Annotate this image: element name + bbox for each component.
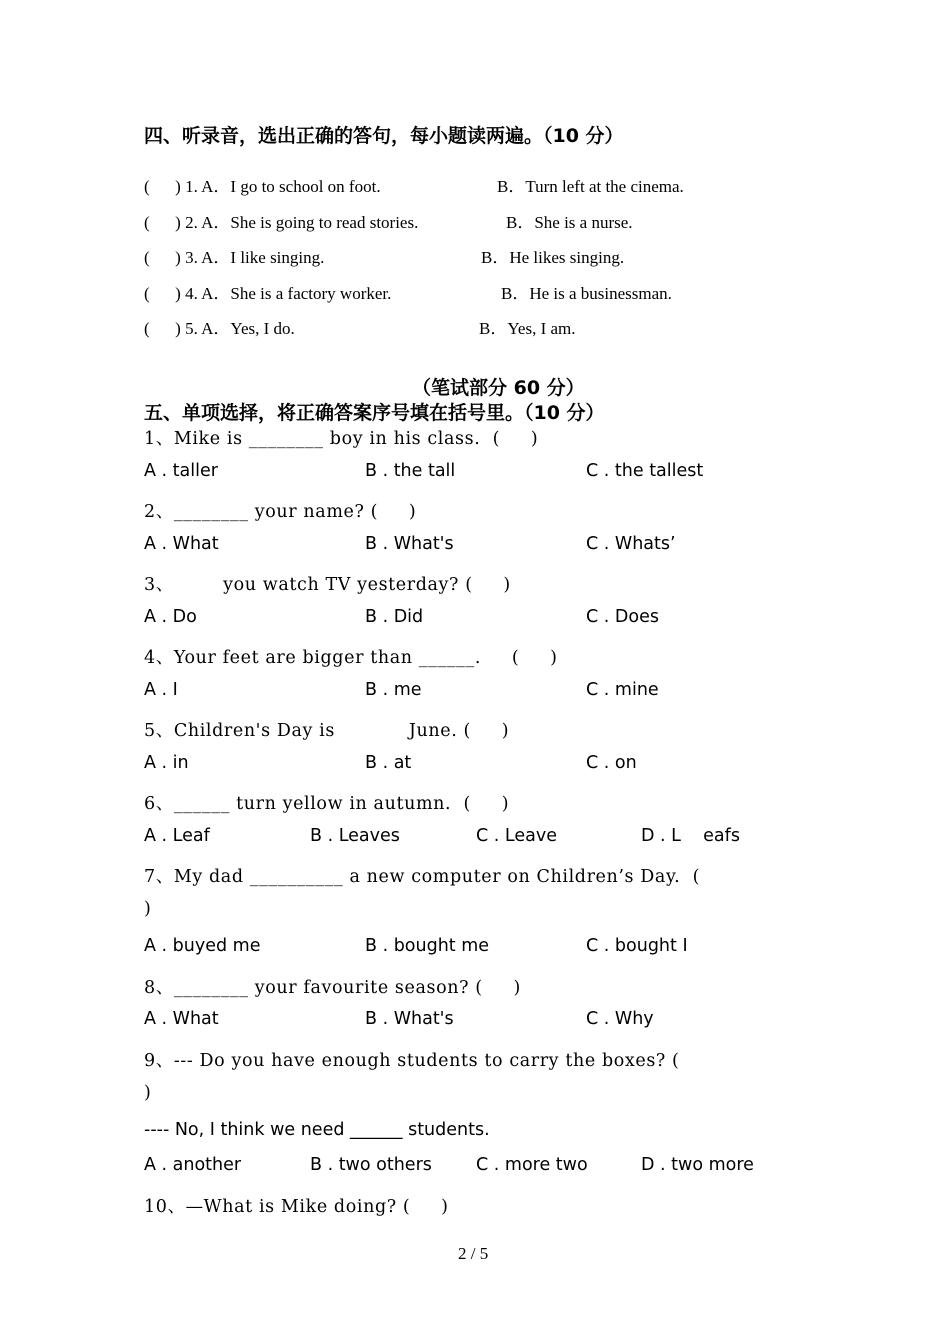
q1-option-b: B . the tall [365, 461, 456, 481]
q8-option-a: A . What [144, 1009, 219, 1029]
section5-title: 五、单项选择，将正确答案序号填在括号里。（10 分） [144, 402, 605, 424]
q7-option-c: C . bought I [586, 936, 688, 956]
listening-q1-option-b: B．Turn left at the cinema. [497, 177, 684, 196]
question-5: 5、Children's Day is June. ( ) [144, 721, 510, 741]
q7-option-b: B . bought me [365, 936, 490, 956]
q2-option-c: C . Whats’ [586, 534, 676, 554]
q6-option-a: A . Leaf [144, 826, 210, 846]
q5-option-a: A . in [144, 753, 189, 773]
question-7: 7、My dad __________ a new computer on Children’s Day. ( [144, 867, 701, 887]
question-6: 6、______ turn yellow in autumn. ( ) [144, 794, 510, 814]
q4-option-c: C . mine [586, 680, 659, 700]
q6-option-b: B . Leaves [310, 826, 400, 846]
q7-option-a: A . buyed me [144, 936, 261, 956]
q3-option-c: C . Does [586, 607, 659, 627]
q5-option-c: C . on [586, 753, 637, 773]
listening-q1: ( ) 1. A．I go to school on foot. [144, 177, 381, 196]
q8-option-b: B . What's [365, 1009, 454, 1029]
question-9-answer-line: ---- No, I think we need ______ students. [144, 1120, 490, 1140]
q3-option-b: B . Did [365, 607, 424, 627]
q9-option-c: C . more two [476, 1155, 588, 1175]
q9-option-d: D . two more [641, 1155, 754, 1175]
listening-q4: ( ) 4. A．She is a factory worker. [144, 284, 392, 303]
question-2: 2、________ your name? ( ) [144, 502, 417, 522]
listening-q5-option-b: B．Yes, I am. [479, 319, 576, 338]
q8-option-c: C . Why [586, 1009, 654, 1029]
q2-option-b: B . What's [365, 534, 454, 554]
section4-title: 四、听录音，选出正确的答句，每小题读两遍。（10 分） [144, 125, 624, 147]
question-4: 4、Your feet are bigger than ______. ( ) [144, 648, 558, 668]
listening-q3-option-b: B．He likes singing. [481, 248, 625, 267]
q9-option-a: A . another [144, 1155, 242, 1175]
question-1: 1、Mike is ________ boy in his class. ( ) [144, 429, 539, 449]
q3-option-a: A . Do [144, 607, 197, 627]
page-number: 2 / 5 [458, 1244, 489, 1263]
q1-option-c: C . the tallest [586, 461, 704, 481]
question-8: 8、________ your favourite season? ( ) [144, 978, 521, 998]
q1-option-a: A . taller [144, 461, 218, 481]
listening-q2: ( ) 2. A．She is going to read stories. [144, 213, 419, 232]
q4-option-b: B . me [365, 680, 422, 700]
written-part-label: （笔试部分 60 分） [412, 377, 585, 399]
question-7-close-paren: ) [144, 899, 152, 919]
question-9-close-paren: ) [144, 1083, 152, 1103]
listening-q5: ( ) 5. A．Yes, I do. [144, 319, 295, 338]
q5-option-b: B . at [365, 753, 412, 773]
q6-option-c: C . Leave [476, 826, 557, 846]
question-3: 3、 you watch TV yesterday? ( ) [144, 575, 511, 595]
question-9: 9、--- Do you have enough students to carry the boxes? ( [144, 1051, 680, 1071]
listening-q2-option-b: B．She is a nurse. [506, 213, 633, 232]
q4-option-a: A . I [144, 680, 178, 700]
q6-option-d: D . L eafs [641, 826, 740, 846]
q2-option-a: A . What [144, 534, 219, 554]
listening-q4-option-b: B．He is a businessman. [501, 284, 672, 303]
listening-q3: ( ) 3. A．I like singing. [144, 248, 325, 267]
q9-option-b: B . two others [310, 1155, 432, 1175]
question-10: 10、—What is Mike doing? ( ) [144, 1197, 449, 1217]
